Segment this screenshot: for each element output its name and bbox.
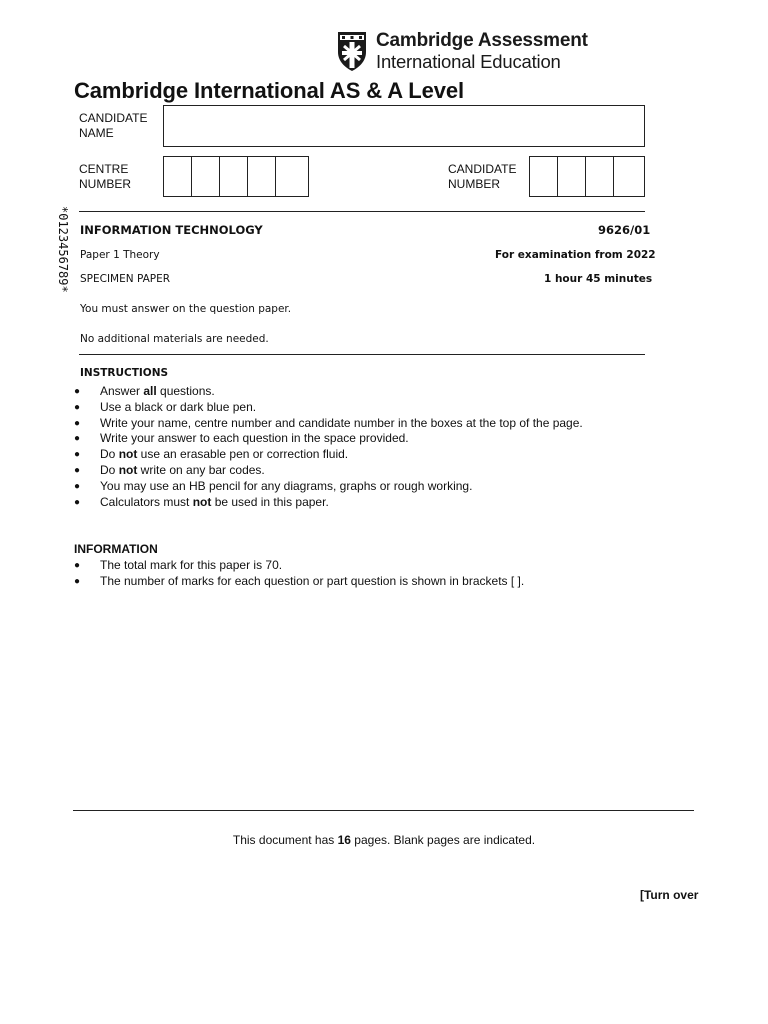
centre-number-label-line-2: NUMBER [79, 177, 132, 191]
barcode-text: *0123456789* [56, 206, 70, 293]
information-heading: INFORMATION [74, 542, 158, 556]
candidate-number-label-line-1: CANDIDATE [448, 162, 517, 176]
instructions-list [74, 384, 583, 510]
bullet-icon: ● [74, 575, 81, 587]
logo-line-2: International Education [376, 51, 561, 72]
bullet-icon: ● [74, 464, 81, 476]
instruction-item [74, 495, 583, 511]
instruction-text: Calculators must [100, 494, 193, 509]
turn-over: [Turn over [640, 888, 699, 902]
divider-middle [79, 354, 645, 355]
bullet-icon: ● [74, 496, 81, 508]
page-count-pre: This document has [232, 833, 338, 847]
instruction-item [74, 384, 583, 400]
exam-from: For examination from 2022 [495, 249, 656, 261]
instruction-emphasis: not [118, 447, 138, 462]
instruction-item [74, 400, 583, 416]
page-title: Cambridge International AS & A Level [74, 78, 465, 103]
instruction-emphasis: not [192, 494, 212, 509]
instruction-item [74, 416, 583, 432]
centre-number-label [79, 162, 131, 192]
instruction-text: Write your answer to each question in the space provided. [100, 431, 409, 446]
cambridge-logo [336, 30, 586, 74]
note-no-materials: No additional materials are needed. [80, 333, 269, 345]
candidate-number-cell[interactable] [530, 157, 558, 196]
candidate-number-label [448, 162, 516, 192]
bullet-icon: ● [74, 417, 81, 429]
duration: 1 hour 45 minutes [544, 273, 653, 285]
instruction-text: Use a black or dark blue pen. [100, 399, 257, 414]
information-item [74, 558, 524, 574]
bullet-icon: ● [74, 480, 81, 492]
candidate-number-cell[interactable] [558, 157, 586, 196]
instruction-item [74, 463, 583, 479]
instruction-text: Write your name, centre number and candidate number in the boxes at the top of the page. [100, 415, 583, 430]
logo-line-1: Cambridge Assessment [376, 30, 588, 51]
bullet-icon: ● [74, 433, 81, 445]
instruction-item [74, 479, 583, 495]
instruction-text: Do [100, 447, 119, 462]
candidate-number-label-line-2: NUMBER [448, 177, 501, 191]
candidate-name-label-line-2: NAME [79, 126, 114, 140]
bullet-icon: ● [74, 386, 81, 397]
centre-number-cell[interactable] [192, 157, 220, 196]
paper-name: Paper 1 Theory [80, 249, 160, 261]
candidate-number-field[interactable] [529, 156, 645, 197]
paper-code: 9626/01 [598, 223, 651, 237]
paper-type: SPECIMEN PAPER [80, 273, 171, 285]
divider-bottom [73, 810, 694, 811]
page-count: 16 [337, 833, 351, 847]
information-item [74, 574, 524, 590]
instruction-emphasis: all [143, 384, 157, 398]
instruction-text-end: be used in this paper. [211, 494, 329, 509]
divider-top [79, 211, 645, 212]
centre-number-cell[interactable] [276, 157, 304, 196]
instructions-heading: INSTRUCTIONS [80, 367, 169, 379]
information-text: The number of marks for each question or part question is shown in brackets [ ]. [100, 573, 525, 588]
bullet-icon: ● [74, 401, 81, 413]
subject: INFORMATION TECHNOLOGY [80, 223, 263, 237]
instruction-text: Answer [100, 384, 144, 398]
candidate-name-label [79, 111, 147, 141]
information-text: The total mark for this paper is 70. [100, 558, 283, 572]
candidate-number-cell[interactable] [586, 157, 614, 196]
candidate-number-cell[interactable] [614, 157, 642, 196]
centre-number-field[interactable] [163, 156, 309, 197]
instruction-text-end: questions. [156, 384, 215, 398]
candidate-name-label-line-1: CANDIDATE [79, 111, 148, 125]
instruction-text: You may use an HB pencil for any diagrams, graphs or rough working. [100, 478, 473, 493]
crest-icon [336, 30, 368, 72]
page-count-post: pages. Blank pages are indicated. [350, 833, 536, 847]
centre-number-cell[interactable] [164, 157, 192, 196]
centre-number-cell[interactable] [220, 157, 248, 196]
bullet-icon: ● [74, 560, 81, 571]
instruction-text-end: write on any bar codes. [137, 462, 265, 477]
centre-number-label-line-1: CENTRE [79, 162, 129, 176]
candidate-name-field[interactable] [163, 105, 645, 147]
instruction-text-end: use an erasable pen or correction fluid. [137, 447, 349, 462]
bullet-icon: ● [74, 449, 81, 461]
note-answer-on-paper: You must answer on the question paper. [80, 303, 292, 315]
instruction-text: Do [100, 462, 119, 477]
instruction-item [74, 431, 583, 447]
instruction-item [74, 447, 583, 463]
centre-number-cell[interactable] [248, 157, 276, 196]
information-list [74, 558, 524, 590]
page-count-note [0, 833, 768, 847]
instruction-emphasis: not [118, 462, 138, 477]
